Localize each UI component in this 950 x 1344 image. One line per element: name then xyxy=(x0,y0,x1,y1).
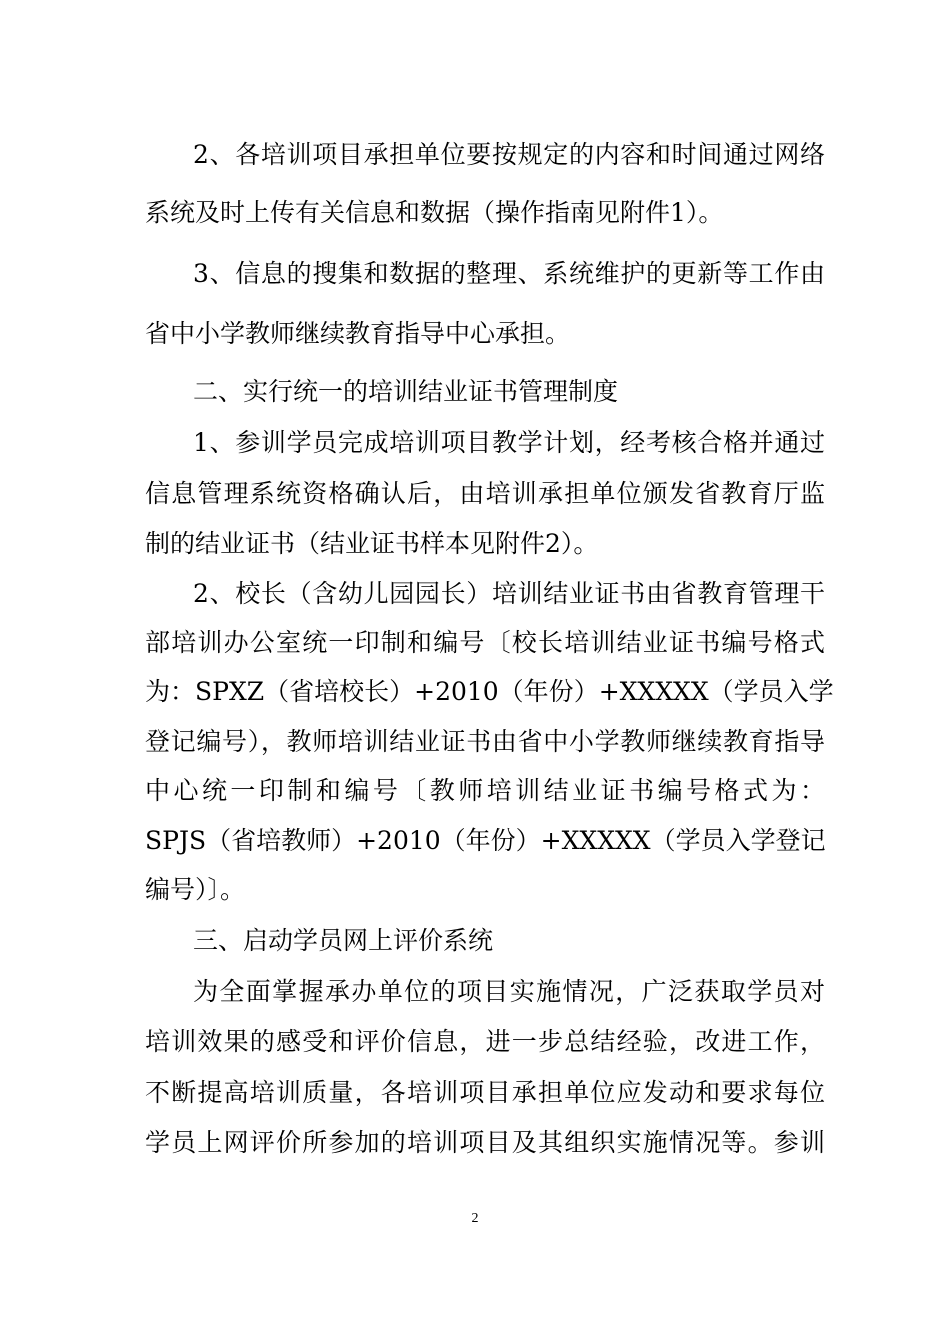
text-line-2: 系统及时上传有关信息和数据（操作指南见附件1）。 xyxy=(145,198,724,227)
text-line-15: 编号）〕。 xyxy=(145,875,246,904)
text-line-18: 培训效果的感受和评价信息，进一步总结经验，改进工作， xyxy=(145,1027,825,1056)
text-line-11: 为：SPXZ（省培校长）+2010（年份）+XXXXX（学员入学 xyxy=(145,677,834,706)
text-line-9: 2、校长（含幼儿园园长）培训结业证书由省教育管理干 xyxy=(193,579,825,608)
page-number: 2 xyxy=(471,1211,479,1226)
text-line-3: 3、信息的搜集和数据的整理、系统维护的更新等工作由 xyxy=(193,259,825,288)
text-line-8: 制的结业证书（结业证书样本见附件2）。 xyxy=(145,529,599,558)
text-line-4: 省中小学教师继续教育指导中心承担。 xyxy=(145,319,571,348)
text-line-1: 2、各培训项目承担单位要按规定的内容和时间通过网络 xyxy=(193,140,825,169)
text-line-7: 信息管理系统资格确认后，由培训承担单位颁发省教育厅监 xyxy=(145,479,825,508)
text-line-19: 不断提高培训质量，各培训项目承担单位应发动和要求每位 xyxy=(145,1078,825,1107)
text-line-17: 为全面掌握承办单位的项目实施情况，广泛获取学员对 xyxy=(193,977,825,1006)
section-heading-3: 三、启动学员网上评价系统 xyxy=(193,926,494,955)
text-line-14: SPJS（省培教师）+2010（年份）+XXXXX（学员入学登记 xyxy=(145,826,826,855)
text-line-12: 登记编号），教师培训结业证书由省中小学教师继续教育指导 xyxy=(145,727,825,756)
text-line-20: 学员上网评价所参加的培训项目及其组织实施情况等。参训 xyxy=(145,1128,825,1157)
section-heading-2: 二、实行统一的培训结业证书管理制度 xyxy=(193,377,619,406)
text-line-13: 中心统一印制和编号〔教师培训结业证书编号格式为： xyxy=(145,776,825,805)
text-line-10: 部培训办公室统一印制和编号〔校长培训结业证书编号格式 xyxy=(145,628,825,657)
text-line-6: 1、参训学员完成培训项目教学计划，经考核合格并通过 xyxy=(193,428,825,457)
